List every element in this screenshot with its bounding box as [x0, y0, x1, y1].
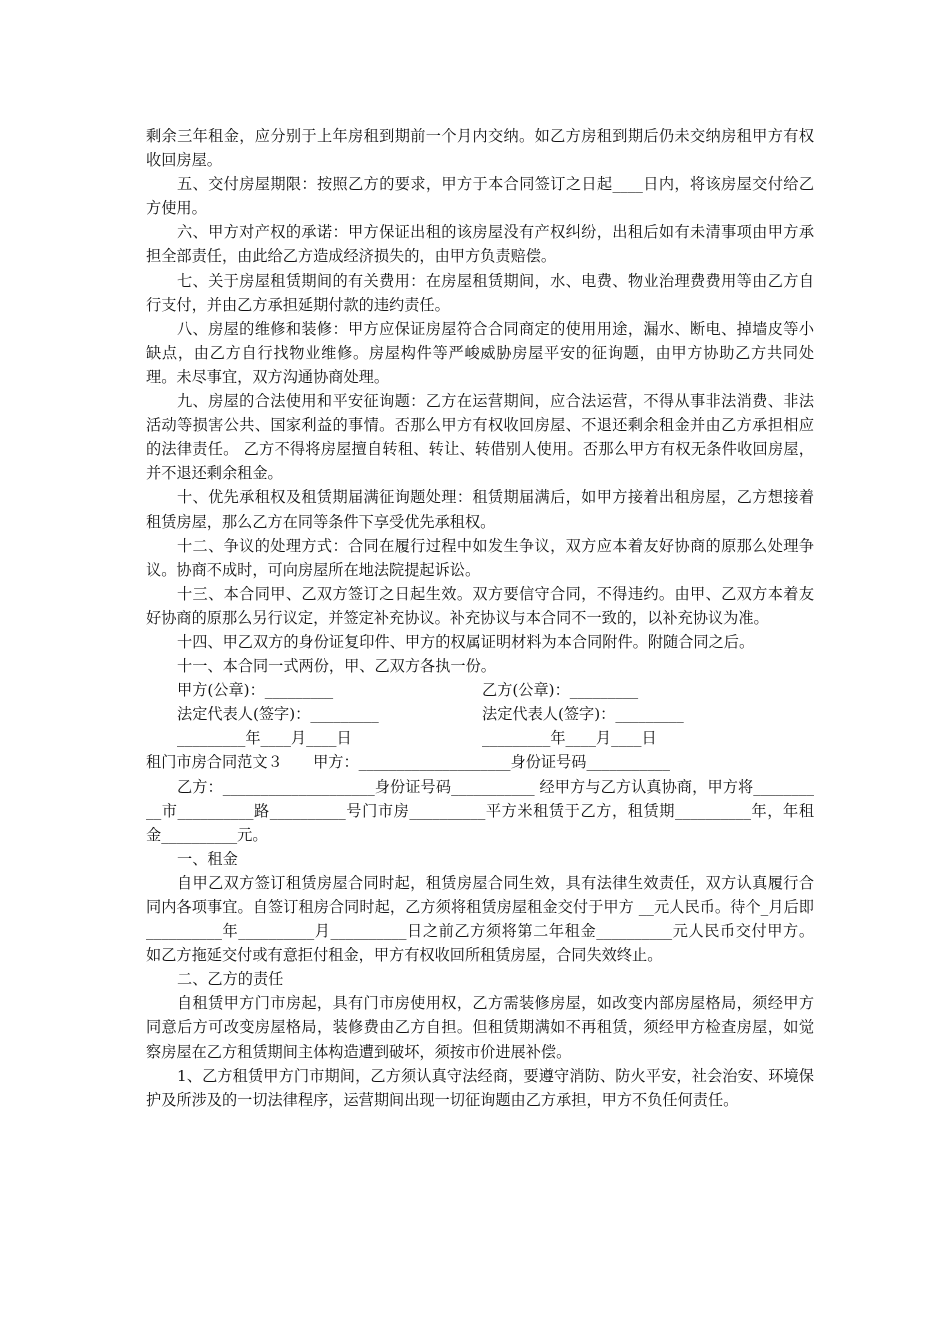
paragraph-q4: 二、乙方的责任	[177, 970, 284, 989]
contract-clauses-top	[146, 124, 814, 678]
paragraph-p5: 五、交付房屋期限：按照乙方的要求，甲方于本合同签订之日起____日内，将该房屋交付给乙方使用。	[146, 175, 814, 218]
party-b-representative: 法定代表人(签字)：_________	[482, 705, 684, 724]
party-a-seal: 甲方(公章)：_________	[177, 681, 334, 700]
paragraph-p7: 七、关于房屋租赁期间的有关费用：在房屋租赁期间，水、电费、物业治理费费用等由乙方自行支付，并由乙方承担延期付款的违约责任。	[146, 271, 814, 314]
paragraph-p10: 十、优先承租权及租赁期届满征询题处理：租赁期届满后，如甲方接着出租房屋，乙方想接着租赁房屋，那么乙方在同等条件下享受优先承租权。	[146, 488, 814, 531]
signature-row-representative	[146, 702, 814, 726]
party-b-date: _________年____月____日	[482, 729, 657, 748]
paragraph-p0: 剩余三年租金，应分别于上年房租到期前一个月内交纳。如乙方房租到期后仍未交纳房租甲方有权收回房屋。	[146, 127, 814, 170]
paragraph-p6: 六、甲方对产权的承诺：甲方保证出租的该房屋没有产权纠纷，出租后如有未清事项由甲方承担全部责任，由此给乙方造成经济损失的，由甲方负责赔偿。	[146, 223, 814, 266]
paragraph-p8: 八、房屋的维修和装修：甲方应保证房屋符合合同商定的使用用途，漏水、断电、掉墙皮等小缺点，由乙方自行找物业维修。房屋构件等严峻威胁房屋平安的征询题，由甲方协助乙方共同处理。未尽事宜，双方沟通协商处理。	[146, 319, 814, 386]
paragraph-p9: 九、房屋的合法使用和平安征询题：乙方在运营期间，应合法运营，不得从事非法消费、非法活动等损害公共、国家利益的事情。否那么甲方有权收回房屋、不退还剩余租金并由乙方承担相应的法律责任。 乙方不得将房屋擅自转租、转让、转借别人使用。否那么甲方有权无条件收回房屋，并不退还剩余租金。	[146, 392, 814, 483]
contract-clauses-bottom	[146, 775, 814, 1112]
paragraph-p11: 十一、本合同一式两份，甲、乙双方各执一份。	[177, 657, 496, 676]
sample-contract-header: 租门市房合同范文３ 甲方：____________________身份证号码___________	[146, 753, 670, 772]
signature-row-seal	[146, 678, 814, 702]
paragraph-q1: 乙方：____________________身份证号码___________ 经甲方与乙方认真协商，甲方将__________市__________路__________号门市房__________平方米租赁于乙方，租赁期__________年，年租金__________元。	[146, 777, 814, 844]
party-a-date: _________年____月____日	[177, 729, 352, 748]
party-a-representative: 法定代表人(签字)：_________	[177, 705, 379, 724]
paragraph-p13: 十三、本合同甲、乙双方签订之日起生效。双方要信守合同，不得违约。由甲、乙双方本着友好协商的原那么另行议定，并签定补充协议。补充协议与本合同不一致的，以补充协议为准。	[146, 584, 814, 627]
signature-row-date	[146, 726, 814, 750]
document-page	[146, 124, 814, 1112]
party-b-seal: 乙方(公章)：_________	[482, 681, 639, 700]
paragraph-q3: 自甲乙双方签订租赁房屋合同时起，租赁房屋合同生效，具有法律生效责任，双方认真履行合同内各项事宜。自签订租房合同时起，乙方须将租赁房屋租金交付于甲方 __元人民币。待个_月后即__________年__________月__________日之前乙方须将第二年租金__________元人民币交付甲方。如乙方拖延交付或有意拒付租金，甲方有权收回所租赁房屋，合同失效终止。	[146, 873, 814, 965]
paragraph-p14: 十四、甲乙双方的身份证复印件、甲方的权属证明材料为本合同附件。附随合同之后。	[177, 632, 755, 651]
paragraph-q6: 1、乙方租赁甲方门市期间，乙方须认真守法经商，要遵守消防、防火平安，社会治安、环境保护及所涉及的一切法律程序，运营期间出现一切征询题由乙方承担，甲方不负任何责任。	[146, 1066, 814, 1109]
paragraph-q5: 自租赁甲方门市房起，具有门市房使用权，乙方需装修房屋，如改变内部房屋格局，须经甲方同意后方可改变房屋格局，装修费由乙方自担。但租赁期满如不再租赁，须经甲方检查房屋，如觉察房屋在乙方租赁期间主体构造遭到破坏，须按市价进展补偿。	[146, 994, 814, 1061]
paragraph-q2: 一、租金	[177, 849, 238, 868]
paragraph-p12: 十二、争议的处理方式：合同在履行过程中如发生争议，双方应本着友好协商的原那么处理争议。协商不成时，可向房屋所在地法院提起诉讼。	[146, 536, 814, 579]
